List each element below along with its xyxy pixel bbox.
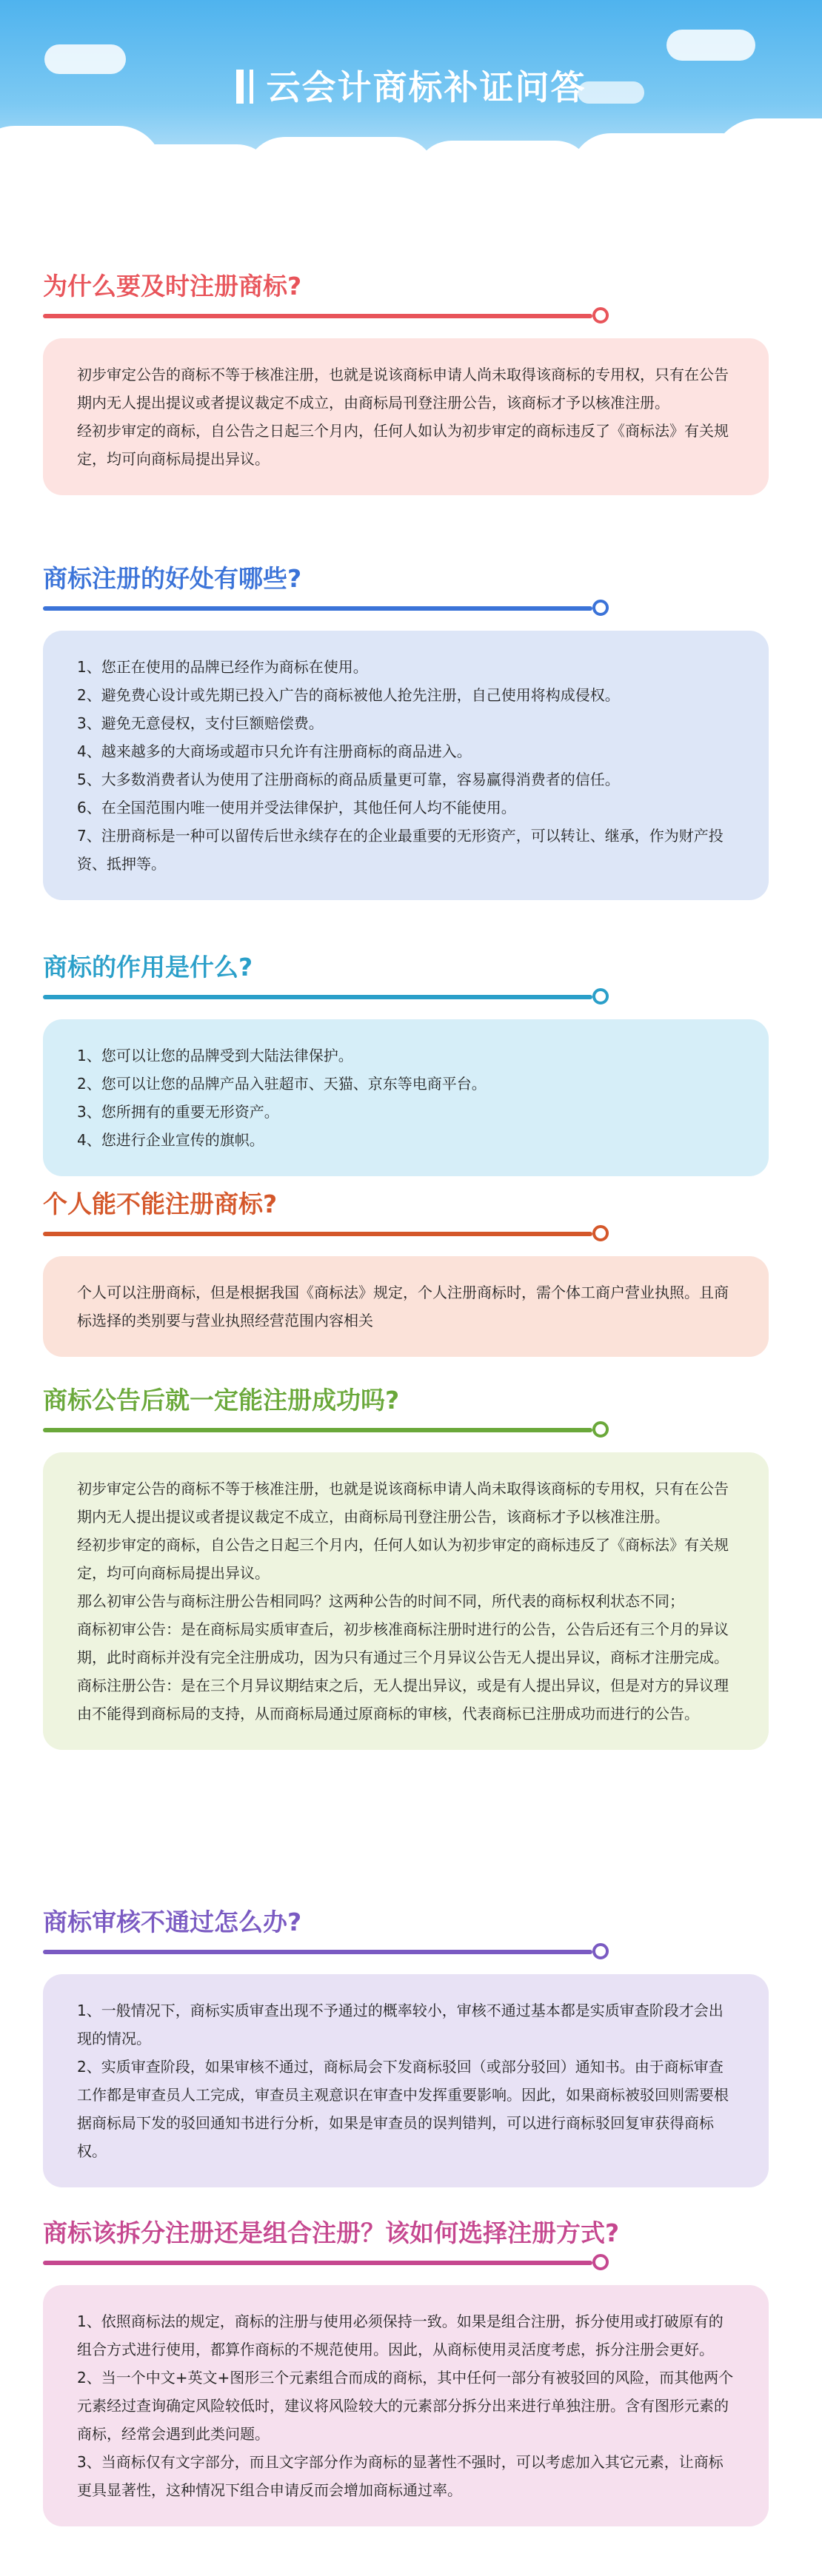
- cloud-shape: [666, 30, 755, 61]
- section-individual: [43, 1188, 769, 1357]
- content-box: [43, 631, 769, 900]
- section-divider: [43, 1225, 769, 1241]
- paragraph: 初步审定公告的商标不等于核准注册，也就是说该商标申请人尚未取得该商标的专用权，只有在公告期内无人提出提议或者提议裁定不成立，由商标局刊登注册公告，该商标才予以核准注册。: [77, 1480, 729, 1526]
- paragraph: 初步审定公告的商标不等于核准注册，也就是说该商标申请人尚未取得该商标的专用权，只有在公告期内无人提出提议或者提议裁定不成立，由商标局刊登注册公告，该商标才予以核准注册。: [77, 366, 729, 412]
- list-item: 2、您可以让您的品牌产品入驻超市、天猫、京东等电商平台。: [77, 1075, 487, 1093]
- page-title-text: 云会计商标补证问答: [266, 67, 587, 107]
- cloud-shape: [415, 141, 592, 189]
- section-rejection: [43, 1906, 769, 2187]
- paragraph: 经初步审定的商标，自公告之日起三个月内，任何人如认为初步审定的商标违反了《商标法》有关规定，均可向商标局提出异议。: [77, 422, 729, 468]
- section-divider: [43, 2254, 769, 2270]
- list-item: 7、注册商标是一种可以留传后世永续存在的企业最重要的无形资产，可以转让、继承，作为财产投资、抵押等。: [77, 827, 724, 873]
- content-box: [43, 1974, 769, 2187]
- cloud-shape: [711, 118, 822, 189]
- section-title: 商标公告后就一定能注册成功吗?: [43, 1386, 400, 1415]
- divider-line: [43, 1950, 592, 1954]
- list-item: 1、依照商标法的规定，商标的注册与使用必须保持一致。如果是组合注册，拆分使用或打破原有的组合方式进行使用，都算作商标的不规范使用。因此，从商标使用灵活度考虑，拆分注册会更好。: [77, 2312, 724, 2358]
- list-item: 2、当一个中文+英文+图形三个元素组合而成的商标，其中任何一部分有被驳回的风险，而其他两个元素经过查询确定风险较低时，建议将风险较大的元素部分拆分出来进行单独注册。含有图形元素的商标，经常会遇到此类问题。: [77, 2369, 734, 2443]
- section-divider: [43, 988, 769, 1004]
- list-item: 2、避免费心设计或先期已投入广告的商标被他人抢先注册，自己使用将构成侵权。: [77, 686, 620, 704]
- header-banner: [0, 0, 822, 189]
- paragraph: 那么初审公告与商标注册公告相同吗？这两种公告的时间不同，所代表的商标权利状态不同；: [77, 1592, 684, 1610]
- paragraph: 商标初审公告：是在商标局实质审查后，初步核准商标注册时进行的公告，公告后还有三个月的异议期，此时商标并没有完全注册成功，因为只有通过三个月异议公告无人提出异议，商标才注册完成。: [77, 1620, 729, 1666]
- list-item: 3、避免无意侵权，支付巨额赔偿费。: [77, 714, 324, 732]
- section-title: 商标注册的好处有哪些?: [43, 564, 302, 593]
- divider-line: [43, 1428, 592, 1432]
- title-bar-icon: [236, 70, 244, 104]
- section-split-or-combine: [43, 2217, 769, 2526]
- list-item: 1、您可以让您的品牌受到大陆法律保护。: [77, 1047, 353, 1064]
- list-item: 2、实质审查阶段，如果审核不通过，商标局会下发商标驳回（或部分驳回）通知书。由于商标审查工作都是审查员人工完成，审查员主观意识在审查中发挥重要影响。因此，如果商标被驳回则需要根据商标局下发的驳回通知书进行分析，如果是审查员的误判错判，可以进行商标驳回复审获得商标权。: [77, 2058, 729, 2160]
- list-item: 3、您所拥有的重要无形资产。: [77, 1103, 279, 1121]
- section-title: 商标的作用是什么?: [43, 953, 253, 982]
- paragraph: 个人可以注册商标，但是根据我国《商标法》规定，个人注册商标时，需个体工商户营业执照。且商标选择的类别要与营业执照经营范围内容相关: [77, 1284, 729, 1329]
- content-box: [43, 338, 769, 495]
- section-divider: [43, 600, 769, 616]
- page-title: [0, 61, 822, 110]
- list-item: 1、您正在使用的品牌已经作为商标在使用。: [77, 658, 368, 676]
- section-announcement: [43, 1384, 769, 1750]
- list-item: 6、在全国范围内唯一使用并受法律保护，其他任何人均不能使用。: [77, 799, 516, 816]
- section-title: 个人能不能注册商标?: [43, 1190, 278, 1218]
- divider-dot: [592, 1943, 609, 1959]
- divider-dot: [592, 307, 609, 323]
- title-bar-icon: [250, 70, 253, 104]
- content-box: [43, 1019, 769, 1176]
- section-divider: [43, 1421, 769, 1438]
- divider-line: [43, 1232, 592, 1236]
- section-title: 商标该拆分注册还是组合注册？该如何选择注册方式?: [43, 2218, 620, 2247]
- section-divider: [43, 307, 769, 323]
- divider-line: [43, 314, 592, 318]
- section-purpose: [43, 951, 769, 1176]
- section-why-register: [43, 270, 769, 495]
- divider-line: [43, 995, 592, 999]
- content-box: [43, 2285, 769, 2526]
- divider-dot: [592, 1225, 609, 1241]
- section-divider: [43, 1943, 769, 1959]
- paragraph: 商标注册公告：是在三个月异议期结束之后，无人提出异议，或是有人提出异议，但是对方的异议理由不能得到商标局的支持，从而商标局通过原商标的审核，代表商标已注册成功而进行的公告。: [77, 1677, 729, 1723]
- section-title: 为什么要及时注册商标?: [43, 272, 302, 301]
- divider-dot: [592, 600, 609, 616]
- section-title: 商标审核不通过怎么办?: [43, 1908, 302, 1936]
- list-item: 3、当商标仅有文字部分，而且文字部分作为商标的显著性不强时，可以考虑加入其它元素，让商标更具显著性，这种情况下组合申请反而会增加商标通过率。: [77, 2453, 724, 2499]
- list-item: 4、越来越多的大商场或超市只允许有注册商标的商品进入。: [77, 742, 472, 760]
- divider-dot: [592, 2254, 609, 2270]
- divider-line: [43, 2261, 592, 2265]
- section-benefits: [43, 563, 769, 900]
- divider-line: [43, 606, 592, 611]
- content-box: [43, 1452, 769, 1750]
- cloud-shape: [244, 137, 437, 189]
- divider-dot: [592, 988, 609, 1004]
- divider-dot: [592, 1421, 609, 1438]
- list-item: 4、您进行企业宣传的旗帜。: [77, 1131, 264, 1149]
- list-item: 5、大多数消费者认为使用了注册商标的商品质量更可靠，容易赢得消费者的信任。: [77, 771, 620, 788]
- list-item: 1、一般情况下，商标实质审查出现不予通过的概率较小，审核不通过基本都是实质审查阶段才会出现的情况。: [77, 2002, 724, 2047]
- content-box: [43, 1256, 769, 1357]
- paragraph: 经初步审定的商标，自公告之日起三个月内，任何人如认为初步审定的商标违反了《商标法》有关规定，均可向商标局提出异议。: [77, 1536, 729, 1582]
